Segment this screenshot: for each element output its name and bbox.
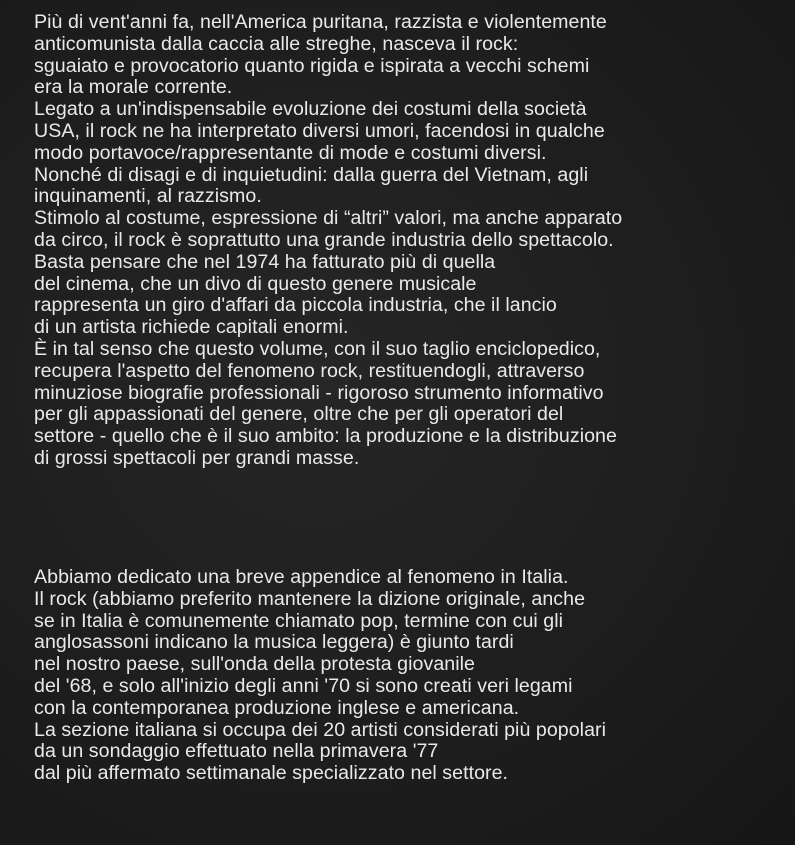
text-line: minuziose biografie professionali - rigoroso strumento informativo (34, 381, 604, 404)
text-line: con la contemporanea produzione inglese e americana. (34, 696, 520, 719)
text-line: di grossi spettacoli per grandi masse. (34, 446, 360, 469)
text-line: Il rock (abbiamo preferito mantenere la dizione originale, anche (34, 587, 586, 610)
text-line: inquinamenti, al razzismo. (34, 185, 262, 208)
text-line: da un sondaggio effettuato nella primavera '77 (34, 740, 439, 763)
text-line: recupera l'aspetto del fenomeno rock, restituendogli, attraverso (34, 359, 585, 382)
text-line: di un artista richiede capitali enormi. (34, 316, 349, 339)
text-line: Nonché di disagi e di inquietudini: dalla guerra del Vietnam, agli (34, 163, 589, 186)
paragraph-introduction (34, 12, 784, 470)
text-line: anticomunista dalla caccia alle streghe, nasceva il rock: (34, 32, 519, 55)
text-line: anglosassoni indicano la musica leggera) è giunto tardi (34, 631, 514, 654)
text-line: settore - quello che è il suo ambito: la produzione e la distribuzione (34, 425, 617, 448)
text-line: dal più affermato settimanale specializzato nel settore. (34, 762, 509, 785)
text-line: Legato a un'indispensabile evoluzione dei costumi della società (34, 98, 587, 121)
text-line: sguaiato e provocatorio quanto rigida e ispirata a vecchi schemi (34, 54, 590, 77)
text-line: Stimolo al costume, espressione di “altri” valori, ma anche apparato (34, 207, 623, 230)
text-line: Più di vent'anni fa, nell'America puritana, razzista e violentemente (34, 11, 607, 33)
paragraph-italy-appendix (34, 567, 784, 785)
text-line: La sezione italiana si occupa dei 20 artisti considerati più popolari (34, 718, 607, 741)
text-line: Basta pensare che nel 1974 ha fatturato più di quella (34, 250, 496, 273)
text-line: USA, il rock ne ha interpretato diversi umori, facendosi in qualche (34, 119, 605, 142)
text-line: nel nostro paese, sull'onda della protesta giovanile (34, 653, 475, 676)
text-line: modo portavoce/rappresentante di mode e costumi diversi. (34, 141, 547, 164)
text-line: se in Italia è comunemente chiamato pop, termine con cui gli (34, 609, 564, 632)
text-line: da circo, il rock è soprattutto una grande industria dello spettacolo. (34, 228, 614, 251)
text-line: del cinema, che un divo di questo genere musicale (34, 272, 477, 295)
text-line: È in tal senso che questo volume, con il suo taglio enciclopedico, (34, 337, 601, 360)
text-line: rappresenta un giro d'affari da piccola industria, che il lancio (34, 294, 557, 317)
text-line: Abbiamo dedicato una breve appendice al fenomeno in Italia. (34, 566, 569, 588)
text-line: del '68, e solo all'inizio degli anni '70 si sono creati veri legami (34, 674, 573, 697)
text-line: per gli appassionati del genere, oltre che per gli operatori del (34, 403, 564, 426)
text-line: era la morale corrente. (34, 76, 233, 99)
